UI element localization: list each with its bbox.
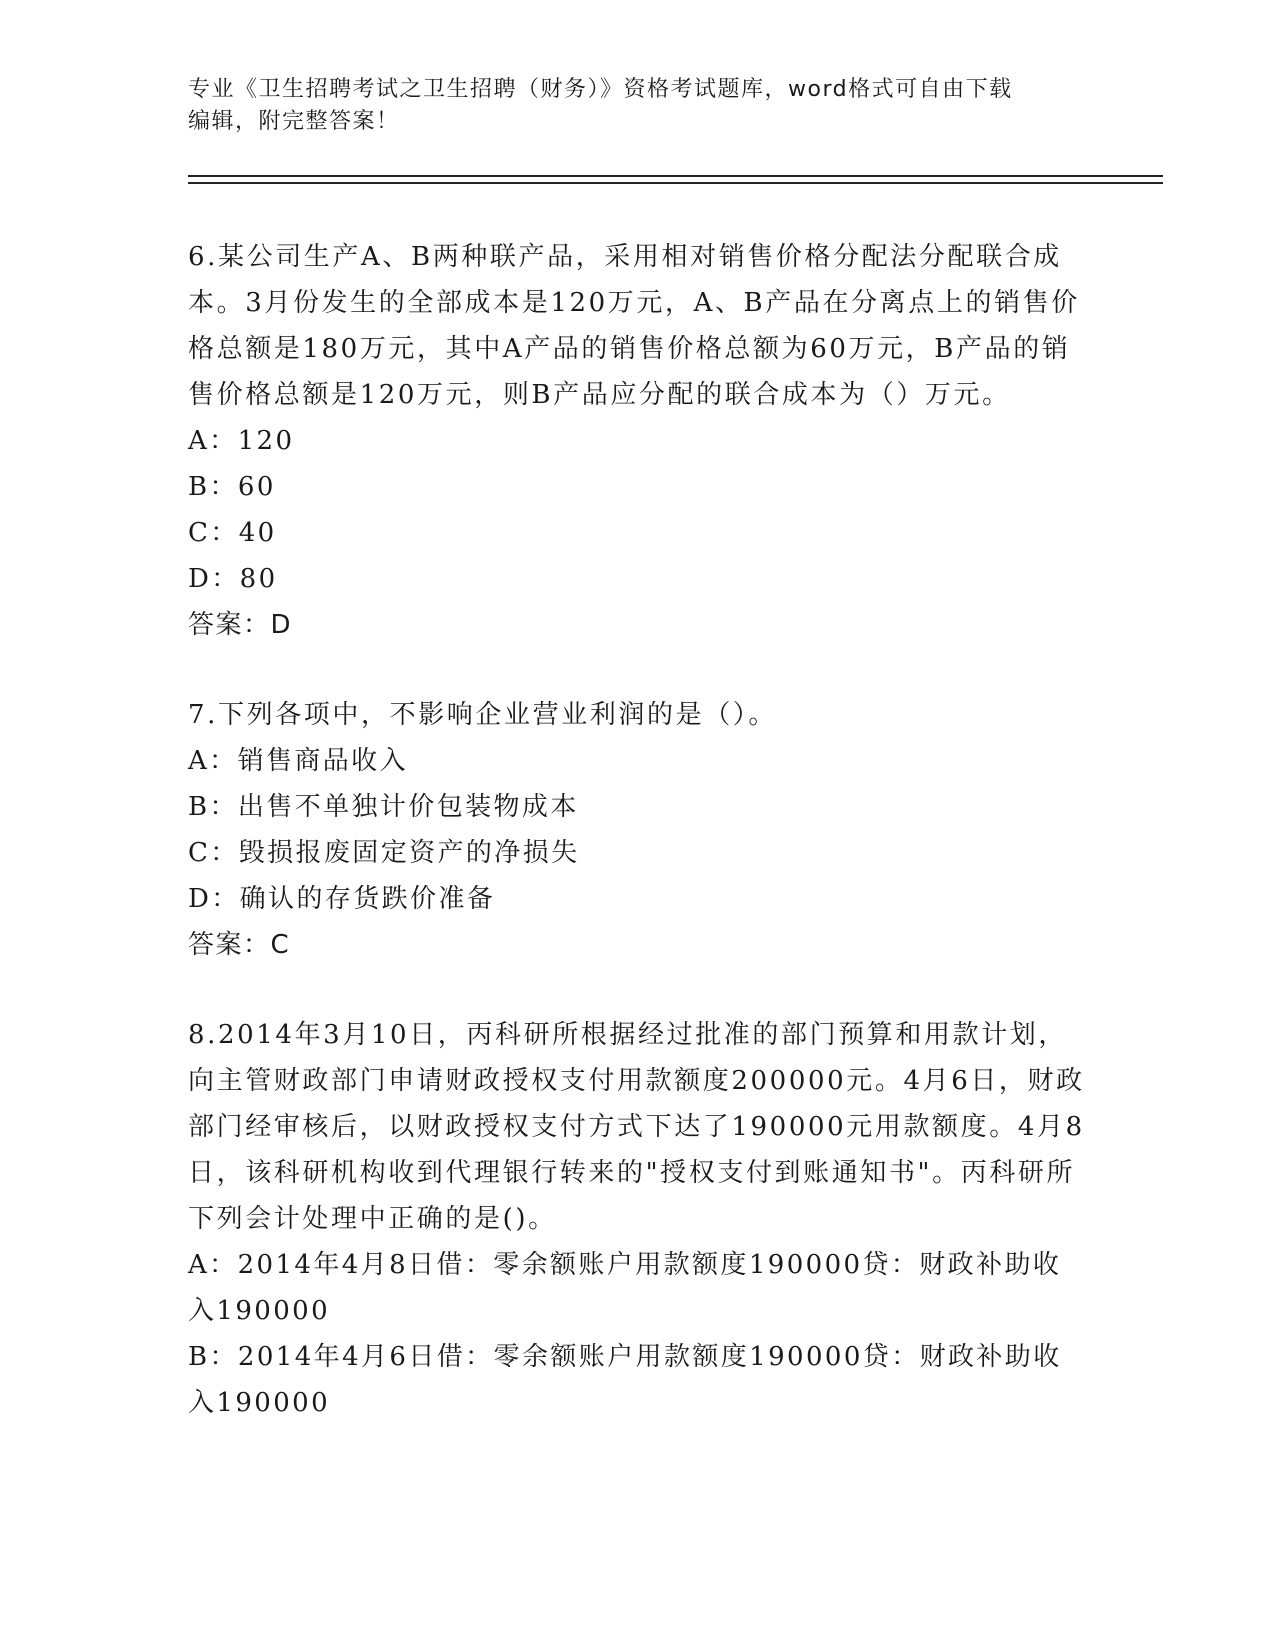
option-a: A：2014年4月8日借：零余额账户用款额度190000贷：财政补助收入190000: [188, 1250, 1062, 1326]
header-divider-top: [188, 175, 1163, 177]
option-b: B：2014年4月6日借：零余额账户用款额度190000贷：财政补助收入190000: [188, 1342, 1062, 1418]
header-line-2: 编辑，附完整答案！: [188, 109, 400, 134]
question-8: [188, 1012, 1088, 1426]
answer: 答案：C: [188, 930, 291, 960]
option-b: B：60: [188, 472, 276, 502]
option-c: C：毁损报废固定资产的净损失: [188, 838, 580, 868]
option-d: D：80: [188, 564, 278, 594]
option-b: B：出售不单独计价包装物成本: [188, 792, 579, 822]
option-d: D：确认的存货跌价准备: [188, 884, 496, 914]
question-7: [188, 692, 1088, 968]
answer: 答案：D: [188, 610, 293, 640]
document-header: [188, 74, 1088, 138]
option-a: A：销售商品收入: [188, 746, 408, 776]
option-a: A：120: [188, 426, 295, 456]
header-line-1: 专业《卫生招聘考试之卫生招聘（财务）》资格考试题库，word格式可自由下载: [188, 77, 1013, 102]
question-list: [188, 234, 1088, 1470]
header-divider-bottom: [188, 182, 1163, 184]
question-stem: 6.某公司生产A、B两种联产品，采用相对销售价格分配法分配联合成本。3月份发生的全部成本是120万元，A、B产品在分离点上的销售价格总额是180万元，其中A产品的销售价格总额为60万元，B产品的销售价格总额是120万元，则B产品应分配的联合成本为（）万元。: [188, 242, 1080, 410]
question-6: [188, 234, 1088, 648]
option-c: C：40: [188, 518, 277, 548]
question-stem: 8.2014年3月10日，丙科研所根据经过批准的部门预算和用款计划，向主管财政部门申请财政授权支付用款额度200000元。4月6日，财政部门经审核后，以财政授权支付方式下达了190000元用款额度。4月8日，该科研机构收到代理银行转来的"授权支付到账通知书"。丙科研所下列会计处理中正确的是()。: [188, 1020, 1085, 1234]
question-stem: 7.下列各项中，不影响企业营业利润的是（）。: [188, 700, 778, 730]
